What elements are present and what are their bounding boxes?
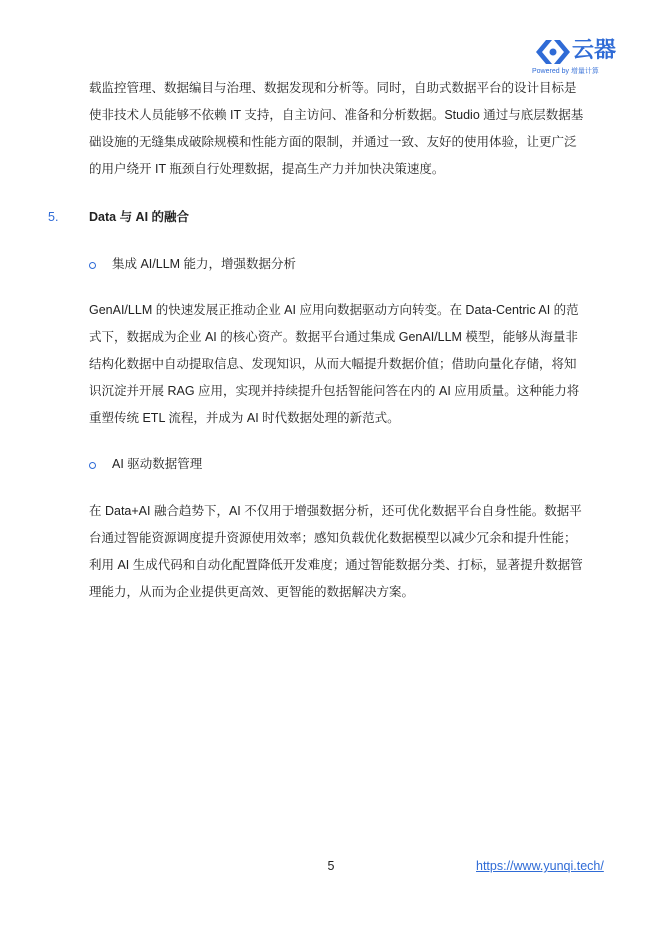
intro-paragraph <box>89 75 617 183</box>
website-link[interactable]: https://www.yunqi.tech/ <box>476 859 604 873</box>
intro-line: 础设施的无缝集成破除规模和性能方面的限制，并通过一致、友好的使用体验，让更广泛 <box>89 135 577 149</box>
intro-line: 载监控管理、数据编目与治理、数据发现和分析等。同时，自助式数据平台的设计目标是 <box>89 81 577 95</box>
section-title: Data 与 AI 的融合 <box>89 210 190 224</box>
intro-line: 的用户绕开 IT 瓶颈自行处理数据，提高生产力并加快决策速度。 <box>89 162 445 176</box>
paragraph-line: 式下，数据成为企业 AI 的核心资产。数据平台通过集成 GenAI/LLM 模型，能够从海量非 <box>89 330 578 344</box>
logo-text: 云器 <box>572 37 617 62</box>
intro-line: 使非技术人员能够不依赖 IT 支持，自主访问、准备和分析数据。Studio 通过与底层数据基 <box>89 108 584 122</box>
paragraph-line: 台通过智能资源调度提升资源使用效率；感知负载优化数据模型以减少冗余和提升性能； <box>89 531 577 545</box>
bullet-circle-icon <box>89 262 96 269</box>
paragraph-line: 重塑传统 ETL 流程，并成为 AI 时代数据处理的新范式。 <box>89 411 400 425</box>
page-number: 5 <box>327 859 335 873</box>
subsection-title: 集成 AI/LLM 能力，增强数据分析 <box>112 257 297 271</box>
bullet-circle-icon <box>89 462 96 469</box>
paragraph-line: 识沉淀并开展 RAG 应用，实现并持续提升包括智能问答在内的 AI 应用质量。这种能力将 <box>89 384 580 398</box>
paragraph-line: GenAI/LLM 的快速发展正推动企业 AI 应用向数据驱动方向转变。在 Data-Centric AI 的范 <box>89 303 579 317</box>
section-number: 5. <box>48 210 59 224</box>
paragraph-line: 利用 AI 生成代码和自动化配置降低开发难度；通过智能数据分类、打标，显著提升数据管 <box>89 558 583 572</box>
subsection-title: AI 驱动数据管理 <box>112 457 203 471</box>
brand-logo <box>532 38 616 80</box>
subsection-paragraph <box>89 297 617 432</box>
logo-mark-icon <box>532 38 574 66</box>
logo-tagline: Powered by 增量计算 <box>532 68 599 75</box>
paragraph-line: 结构化数据中自动提取信息、发现知识，从而大幅提升数据价值；借助向量化存储，将知 <box>89 357 577 371</box>
paragraph-line: 理能力，从而为企业提供更高效、更智能的数据解决方案。 <box>89 585 415 599</box>
paragraph-line: 在 Data+AI 融合趋势下，AI 不仅用于增强数据分析，还可优化数据平台自身性能。数据平 <box>89 504 582 518</box>
subsection-paragraph <box>89 498 617 606</box>
